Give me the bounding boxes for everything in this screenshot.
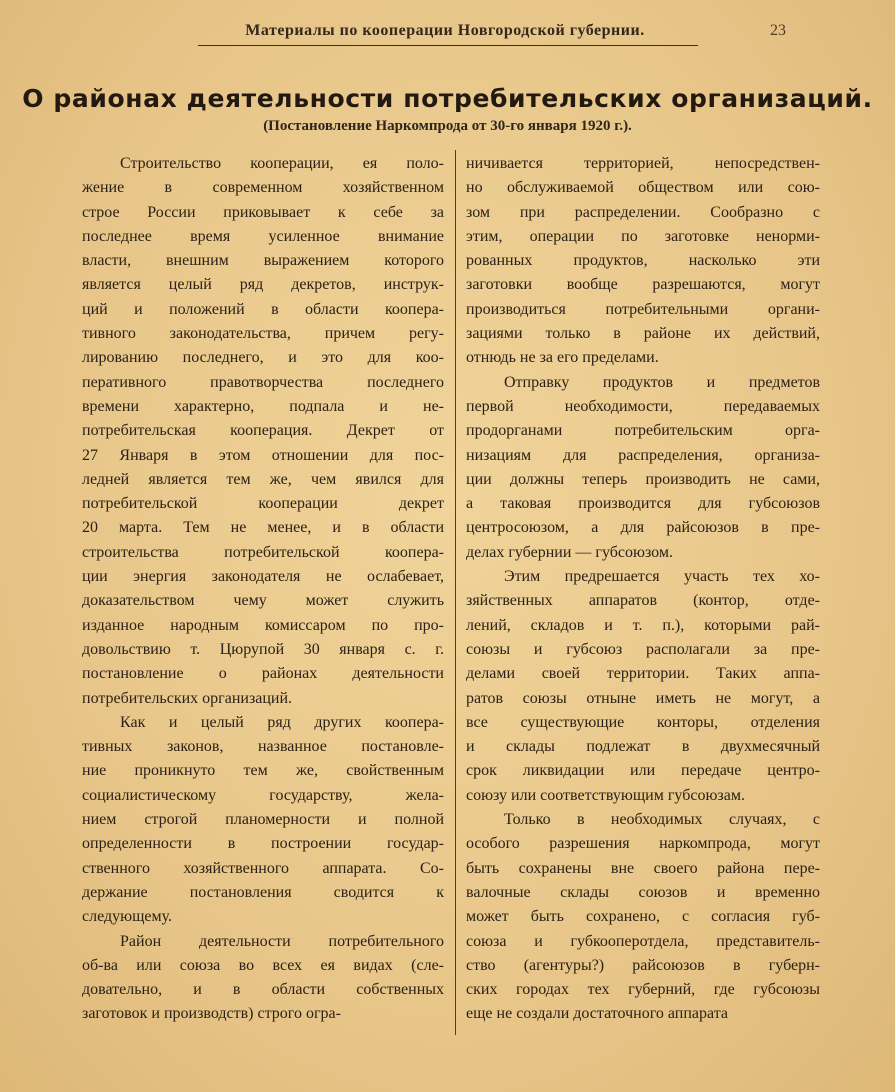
text-line: зациями только в районе их действий, — [466, 325, 820, 343]
text-line: 27 Января в этом отношении для пос- — [82, 446, 444, 464]
text-line: союзы и губсоюз располагали за пре- — [466, 640, 820, 658]
text-line: жение в современном хозяйственном — [82, 179, 444, 197]
text-line: может быть сохранено, с согласия губ- — [466, 908, 820, 926]
text-line: власти, внешним выражением которого — [82, 252, 444, 270]
text-line: следующему. — [82, 908, 173, 926]
text-line: низациям для распределения, организа- — [466, 446, 820, 464]
running-header: Материалы по кооперации Новгородской губернии. — [245, 22, 645, 39]
text-line: отнюдь не за его пределами. — [466, 349, 659, 367]
text-line: зом при распределении. Сообразно с — [466, 203, 820, 221]
text-line: ции энергия законодателя не ослабевает, — [82, 568, 444, 586]
text-line: перативного правотворчества последнего — [82, 373, 444, 391]
text-line: особого разрешения наркомпрода, могут — [466, 835, 820, 853]
text-line: союзу или соответствующим губсоюзам. — [466, 786, 745, 804]
left-text-column — [82, 152, 444, 1027]
text-line: строе России приковывает к себе за — [82, 203, 444, 221]
text-line: изданное народным комиссаром по про- — [82, 616, 444, 634]
text-line: определенности в построении государ- — [82, 835, 444, 853]
text-line: ние проникнуто тем же, свойственным — [82, 762, 444, 780]
text-line: производиться потребительными органи- — [466, 300, 820, 318]
text-line: доказательством чему может служить — [82, 592, 444, 610]
text-line: и склады подлежат в двухмесячный — [466, 738, 820, 756]
text-line: постановление о районах деятельности — [82, 665, 444, 683]
text-line: ции должны теперь производить не сами, — [466, 470, 820, 488]
text-line: нием строгой планомерности и полной — [82, 811, 444, 829]
text-line: союза и губкооперотдела, представитель- — [466, 932, 820, 950]
text-line: а таковая производится для губсоюзов — [466, 495, 820, 513]
text-line: Этим предрешается участь тех хо- — [504, 568, 820, 586]
text-line: валочные склады союзов и временно — [466, 883, 820, 901]
text-line: еще не создали достаточного аппарата — [466, 1005, 728, 1023]
text-line: об-ва или союза во всех ея видах (сле- — [82, 956, 444, 974]
text-line: делами своей территории. Таких аппа- — [466, 665, 820, 683]
text-line: Отправку продуктов и предметов — [504, 373, 820, 391]
text-line: зяйственных аппаратов (контор, отде- — [466, 592, 820, 610]
text-line: довательно, и в области собственных — [82, 981, 444, 999]
text-line: продорганами потребительским орга- — [466, 422, 820, 440]
text-line: потребительской кооперации декрет — [82, 495, 444, 513]
text-line: все существующие конторы, отделения — [466, 713, 820, 731]
text-line: срок ликвидации или передаче центро- — [466, 762, 820, 780]
text-line: рованных продуктов, насколько эти — [466, 252, 820, 270]
text-line: ничивается территорией, непосредствен- — [466, 155, 820, 172]
text-line: делах губернии — губсоюзом. — [466, 543, 673, 561]
text-line: тивных законов, названное постановле- — [82, 738, 444, 756]
text-line: ство (агентуры?) райсоюзов в губерн- — [466, 956, 820, 974]
text-line: Как и целый ряд других кооперa- — [120, 713, 444, 731]
text-line: Строительство кооперации, ея поло- — [120, 155, 444, 172]
text-line: ских городах тех губерний, где губсоюзы — [466, 981, 820, 999]
text-line: Район деятельности потребительного — [120, 932, 444, 950]
page-number: 23 — [770, 22, 786, 39]
header-rule — [198, 45, 698, 46]
text-line: потребительских организаций. — [82, 689, 293, 707]
article-subtitle: (Постановление Наркомпрода от 30-го января 1920 г.). — [263, 118, 632, 134]
text-line: является целый ряд декретов, инструк- — [82, 276, 444, 294]
text-line: первой необходимости, передаваемых — [466, 397, 820, 415]
text-line: держание постановления сводится к — [82, 883, 444, 901]
text-line: ледней является тем же, чем явился для — [82, 470, 444, 488]
text-line: последнее время усиленное внимание — [82, 227, 444, 245]
text-line: времени характерно, подпала и не- — [82, 397, 444, 415]
text-line: центросоюзом, а для райсоюзов в пре- — [466, 519, 820, 537]
text-line: ций и положений в области коопера- — [82, 300, 444, 318]
text-line: довольствию т. Цюрупой 30 января с. г. — [82, 640, 444, 658]
right-text-column — [466, 152, 820, 1027]
text-line: быть сохранены вне своего района пере- — [466, 859, 820, 877]
text-line: ратов союзы отныне иметь не могут, а — [466, 689, 820, 707]
text-line: строительства потребительской коопера- — [82, 543, 444, 561]
text-line: этим, операции по заготовке ненорми- — [466, 227, 820, 245]
text-line: лений, складов и т. п.), которыми рай- — [466, 616, 820, 634]
text-line: социалистическому государству, жела- — [82, 786, 444, 804]
text-line: потребительская кооперация. Декрет от — [82, 422, 444, 440]
column-divider — [455, 150, 456, 1035]
text-line: заготовок и производств) строго огра- — [82, 1005, 341, 1023]
article-title: О районах деятельности потребительских организаций. — [22, 84, 873, 113]
text-line: 20 марта. Тем не менее, и в области — [82, 519, 444, 537]
text-line: заготовки вообще разрешаются, могут — [466, 276, 820, 294]
text-line: лированию последнего, и это для коо- — [82, 349, 444, 367]
text-line: но обслуживаемой обществом или сою- — [466, 179, 820, 197]
text-line: ственного хозяйственного аппарата. Со- — [82, 859, 444, 877]
text-line: Только в необходимых случаях, с — [504, 811, 820, 829]
text-line: тивного законодательства, причем регу- — [82, 325, 444, 343]
